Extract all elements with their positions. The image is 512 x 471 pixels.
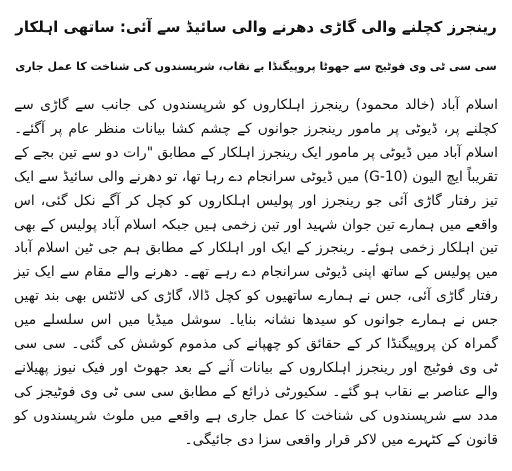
sub-headline: سی سی ٹی وی فوٹیج سے جھوٹا پروپیگنڈا بے نقاب، شرپسندوں کی شناخت کا عمل جاری [15, 60, 497, 73]
article-body: اسلام آباد (خالد محمود) رینجرز اہلکاروں کو شرپسندوں کی جانب سے گاڑی سے کچلنے پر، ڈیوٹی پر مامور رینجرز جوانوں کے چشم کشا بیانات منظر عام پر آگئے۔ اسلام آباد میں ڈیوٹی پر مامور ایک رینجرز اہلکار کے مطابق "رات دو سے تین بجے کے تقریباً ایچ الیون (G-10) میں ڈیوٹی سرانجام دے رہا تھا، تو دھرنے والی سائیڈ سے ایک تیز رفتار گاڑی آئی جو رینجرز اور پولیس اہلکاروں کو کچل کر آگے نکل گئی، اس واقعے میں ہمارے تین جوان شہید اور تین زخمی ہیں جبکہ اسلام آباد پولیس کے بھی تین اہلکار زخمی ہوئے۔ رینجرز کے ایک اور اہلکار کے مطابق ہم جی ٹین اسلام آباد میں پولیس کے ساتھ اپنی ڈیوٹی سرانجام دے رہے تھے۔ دھرنے والے مقام سے ایک تیز رفتار گاڑی آئی، جس نے ہمارے ساتھیوں کو کچل ڈالا، گاڑی کی لائٹس بھی بند تھیں جس نے ہمارے جوانوں کو سیدھا نشانہ بنایا۔ سوشل میڈیا میں اس سلسلے میں گمراہ کن پروپیگنڈا کر کے حقائق کو چھپانے کی مذموم کوشش کی گئی۔ سی سی ٹی وی فوٹیج اور رینجرز اہلکاروں کے بیانات آنے کے بعد جھوٹ اور فیک نیوز پھیلانے والے عناصر بے نقاب ہو گئے۔ سکیورٹی ذرائع کے مطابق سی سی ٹی وی فوٹیجز کی مدد سے شرپسندوں کی شناخت کا عمل جاری ہے واقعے میں ملوث شرپسندوں کو قانون کے کٹہرے میں لاکر قرار واقعی سزا دی جائیگی۔ [14, 97, 498, 448]
main-headline: رینجرز کچلنے والی گاڑی دھرنے والی سائیڈ سے آئی: ساتھی اہلکار [15, 18, 497, 36]
